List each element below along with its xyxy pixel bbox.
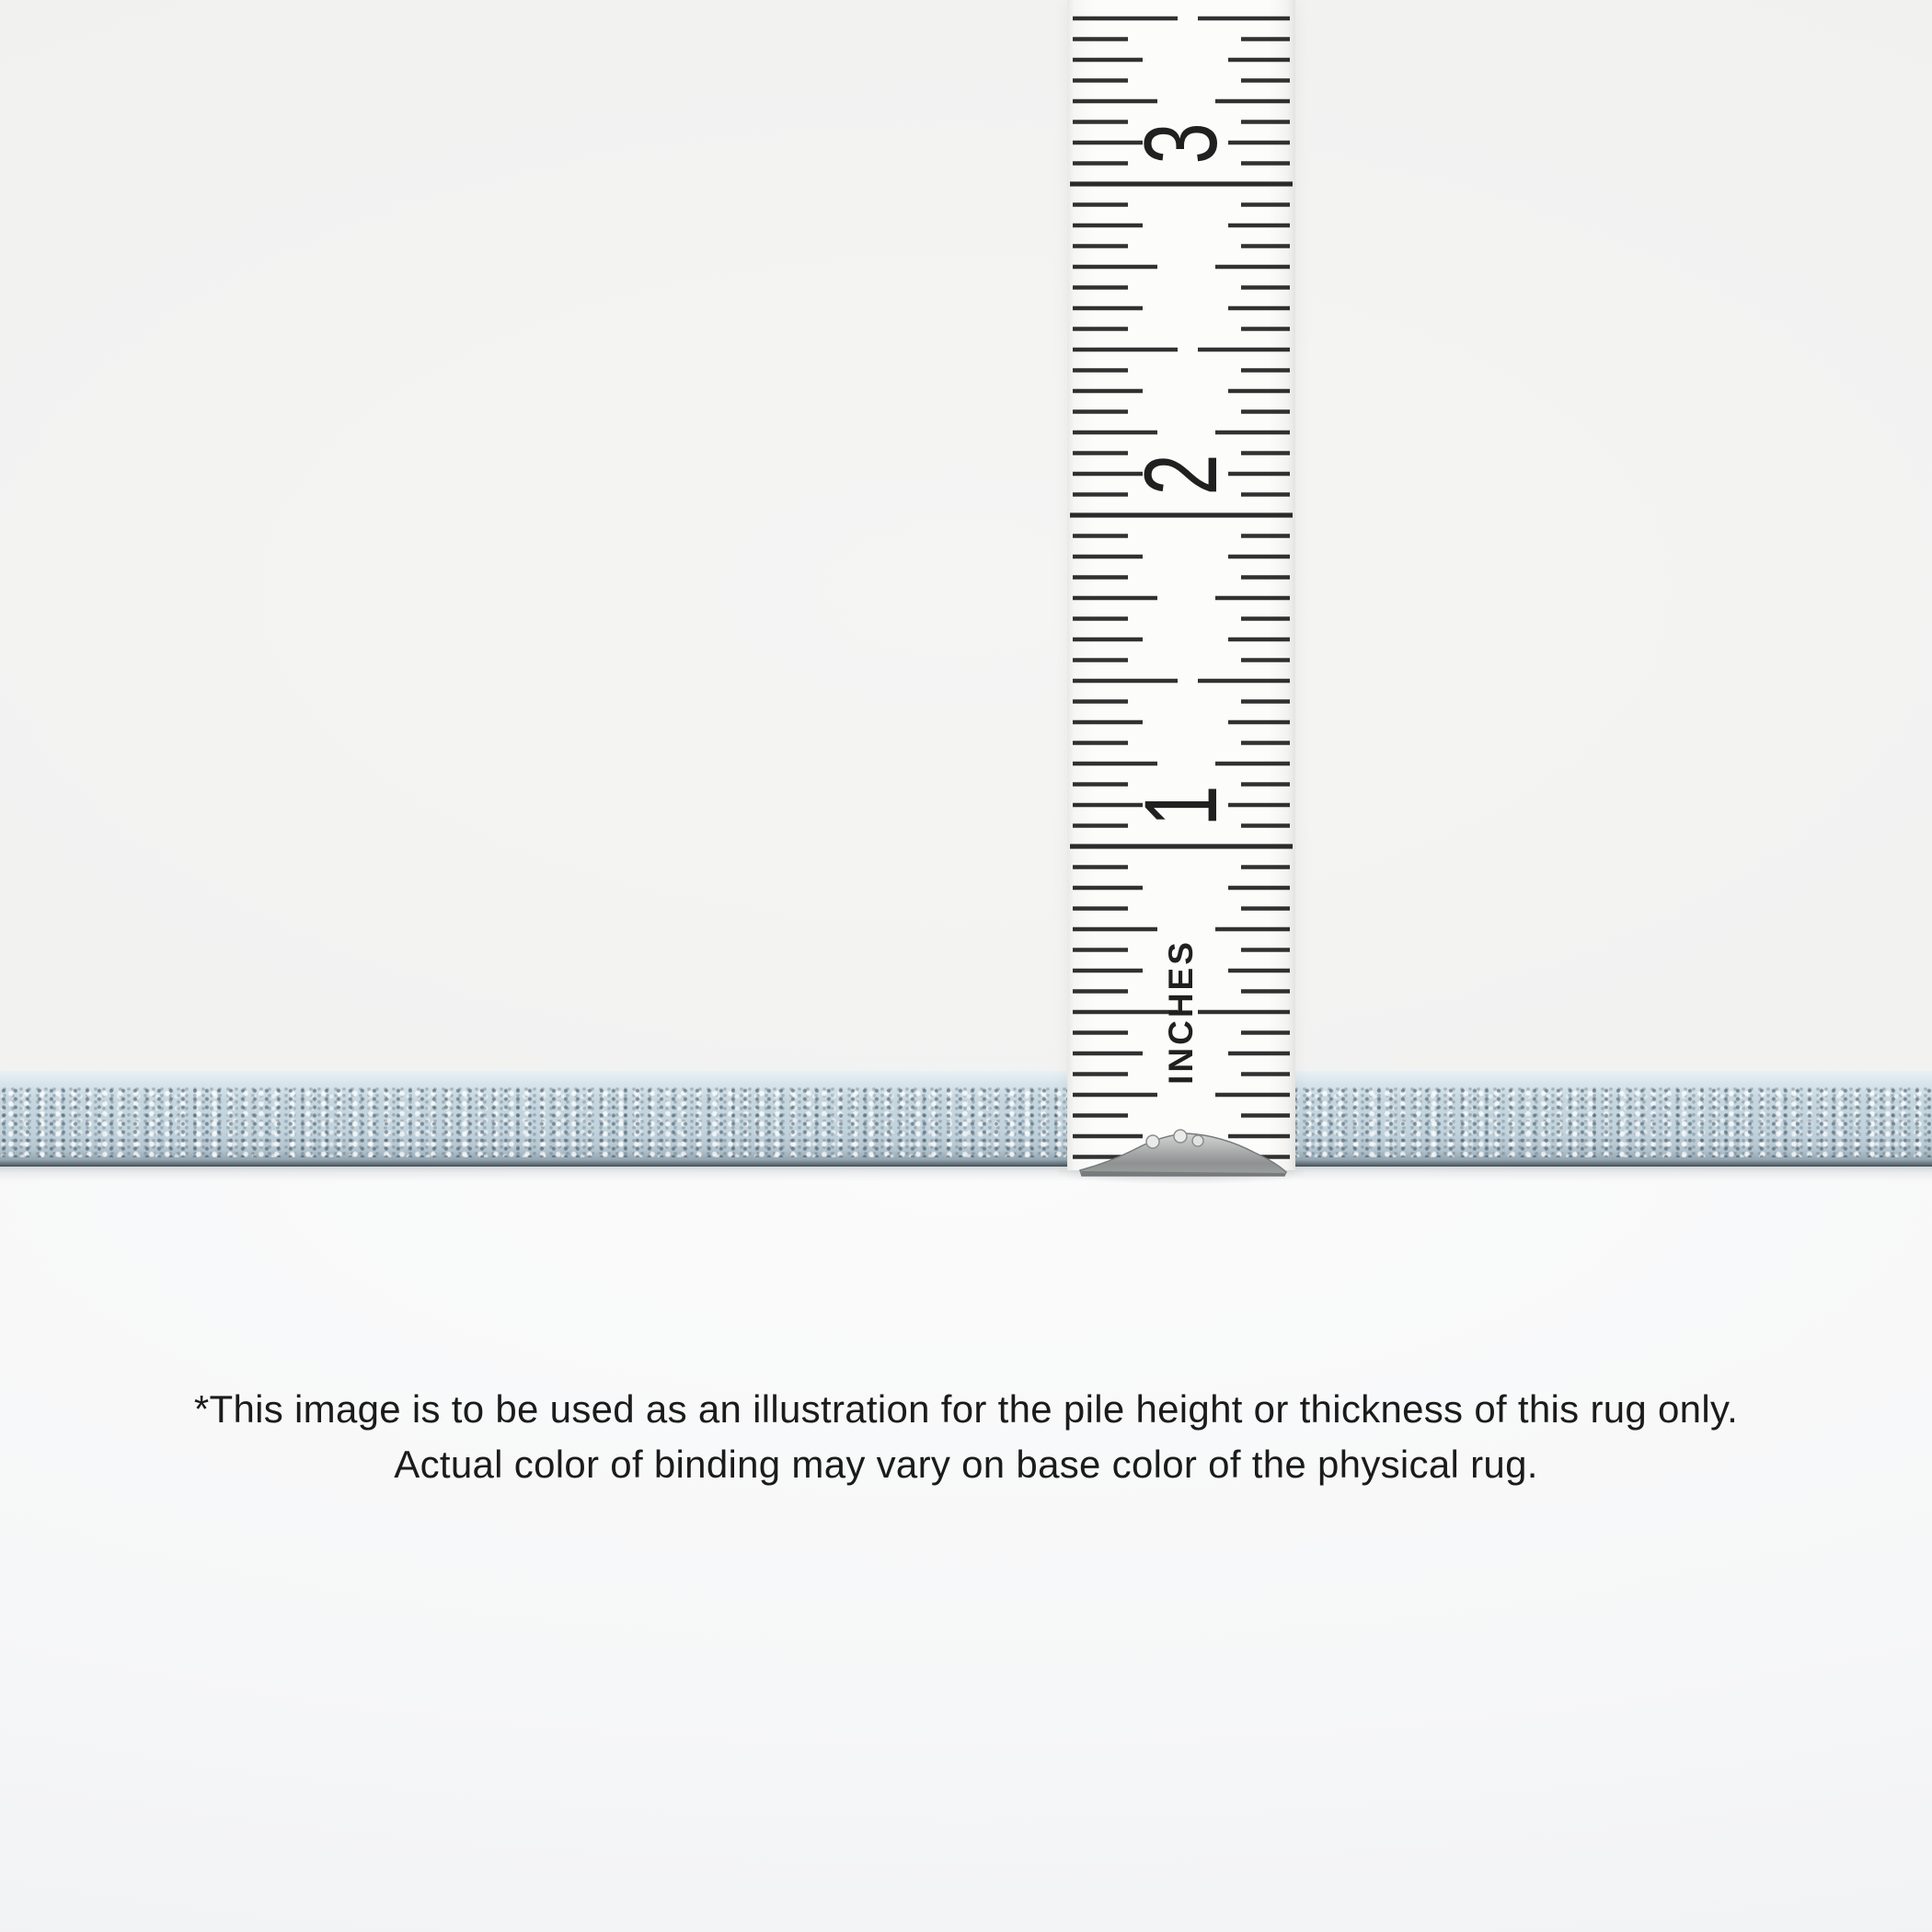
rug-texture [0, 1087, 1932, 1157]
disclaimer-line-2: Actual color of binding may vary on base color of the physical rug. [394, 1443, 1538, 1486]
tape-metal-end-clip [1067, 1128, 1295, 1178]
measuring-tape [1067, 0, 1295, 1170]
disclaimer-line-1: *This image is to be used as an illustration for the pile height or thickness of this rug only. [193, 1387, 1739, 1431]
rivet [1174, 1130, 1187, 1143]
inch-mark-3-label: 3 [1123, 122, 1238, 165]
rivet [1192, 1135, 1203, 1146]
rug-edge-band [0, 1071, 1932, 1167]
floor [0, 1167, 1932, 1932]
rivet [1146, 1135, 1159, 1148]
rug-contact-shadow [0, 1167, 1932, 1181]
inches-unit-label: INCHES [1162, 939, 1200, 1085]
inch-mark-2-label: 2 [1123, 454, 1238, 496]
inch-mark-1-label: 1 [1123, 785, 1238, 827]
disclaimer-text [0, 1382, 1932, 1492]
